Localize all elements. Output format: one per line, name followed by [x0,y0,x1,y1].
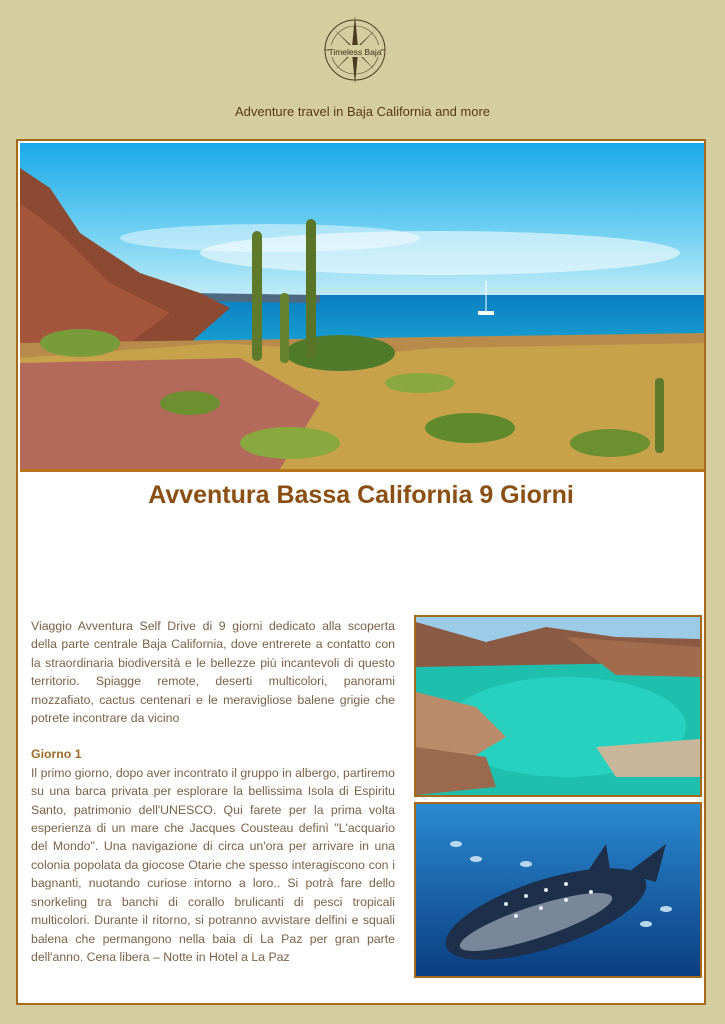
compass-rose-icon [321,14,389,86]
lagoon-photo [414,615,702,797]
day-1-heading: Giorno 1 [31,747,82,762]
brand-logo [321,14,389,86]
logo-text: Timeless Baja [328,47,382,57]
hero-photo [20,143,704,472]
intro-paragraph: Viaggio Avventura Self Drive di 9 giorni dedicato alla scoperta della parte centrale Baja California, dove entrerete a contatto con la straordinaria biodiversità e le bellezze più incantevoli di questo territorio. Spiagge remote, deserti multicolori, panorami mozzafiato, cactus centenari e le meravigliose balene grigie che potrete incontrare da vicino [31,619,395,726]
trip-title: Avventura Bassa California 9 Giorni [148,481,574,509]
trip-description [31,617,395,966]
trip-card [16,139,706,1005]
tagline: Adventure travel in Baja California and more [234,104,491,119]
whale-shark-photo [414,802,702,978]
day-1-paragraph: Il primo giorno, dopo aver incontrato il gruppo in albergo, partiremo su una barca privata per esplorare la bellissima Isola di Espiritu Santo, patrimonio dell'UNESCO. Qui farete per la prima volta esperienza di un mare che Jacques Cousteau definì "L'acquario del Mondo". Una navigazione di circa un'ora per arrivare in una colonia popolata da giocose Otarie che spesso interagiscono con i bagnanti, nuotando curiose intorno a loro.. Si potrà fare dello snorkeling tra banchi di corallo brulicanti di pesci tropicali multicolori. Durante il ritorno, si potranno avvistare delfini e squali balena che permangono nella baia di La Paz per gran parte dell'anno. Cena libera – Notte in Hotel a La Paz [31,765,395,964]
